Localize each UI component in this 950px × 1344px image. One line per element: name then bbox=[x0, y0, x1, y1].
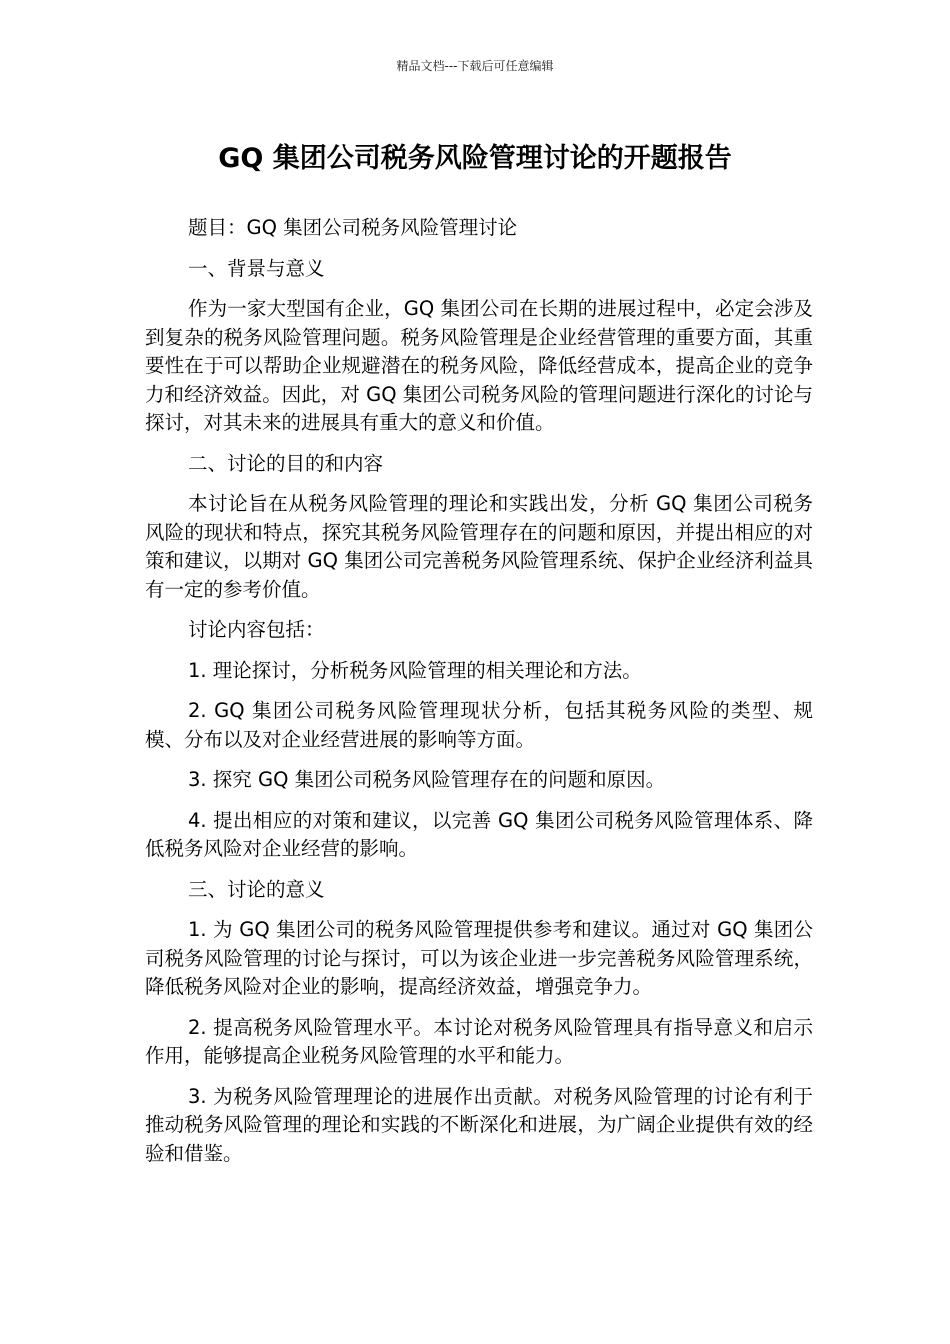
list-item-significance-3: 3. 为税务风险管理理论的进展作出贡献。对税务风险管理的讨论有利于推动税务风险管理的理论和实践的不断深化和进展，为广阔企业提供有效的经验和借鉴。 bbox=[145, 1084, 813, 1165]
section-heading-background: 一、背景与意义 bbox=[188, 256, 325, 280]
paragraph-topic: 题目：GQ 集团公司税务风险管理讨论 bbox=[188, 216, 518, 239]
list-item-significance-2: 2. 提高税务风险管理水平。本讨论对税务风险管理具有指导意义和启示作用，能够提高企业税务风险管理的水平和能力。 bbox=[145, 1015, 813, 1067]
section-heading-purpose: 二、讨论的目的和内容 bbox=[188, 451, 384, 475]
list-item-content-1: 1. 理论探讨，分析税务风险管理的相关理论和方法。 bbox=[188, 658, 642, 682]
list-item-content-2: 2. GQ 集团公司税务风险管理现状分析，包括其税务风险的类型、规模、分布以及对企业经营进展的影响等方面。 bbox=[145, 699, 813, 751]
paragraph-background: 作为一家大型国有企业，GQ 集团公司在长期的进展过程中，必定会涉及到复杂的税务风险管理问题。税务风险管理是企业经营管理的重要方面，其重要性在于可以帮助企业规避潜在的税务风险，降低经营成本，提高企业的竞争力和经济效益。因此，对 GQ 集团公司税务风险的管理问题进行深化的讨论与探讨，对其未来的进展具有重大的意义和价值。 bbox=[145, 297, 813, 434]
list-item-content-3: 3. 探究 GQ 集团公司税务风险管理存在的问题和原因。 bbox=[188, 768, 666, 791]
document-body bbox=[145, 214, 813, 1180]
paragraph-content-intro: 讨论内容包括： bbox=[188, 618, 325, 641]
section-heading-significance: 三、讨论的意义 bbox=[188, 877, 325, 901]
header-note: 精品文档---下载后可任意编辑 bbox=[396, 59, 554, 73]
list-item-content-4: 4. 提出相应的对策和建议，以完善 GQ 集团公司税务风险管理体系、降低税务风险对企业经营的影响。 bbox=[145, 808, 813, 860]
paragraph-purpose: 本讨论旨在从税务风险管理的理论和实践出发，分析 GQ 集团公司税务风险的现状和特点，探究其税务风险管理存在的问题和原因，并提出相应的对策和建议，以期对 GQ 集团公司完善税务风险管理系统、保护企业经济利益具有一定的参考价值。 bbox=[145, 492, 813, 601]
list-item-significance-1: 1. 为 GQ 集团公司的税务风险管理提供参考和建议。通过对 GQ 集团公司税务风险管理的讨论与探讨，可以为该企业进一步完善税务风险管理系统，降低税务风险对企业的影响，提高经济效益，增强竞争力。 bbox=[145, 918, 813, 998]
document-title: GQ 集团公司税务风险管理讨论的开题报告 bbox=[218, 143, 732, 174]
